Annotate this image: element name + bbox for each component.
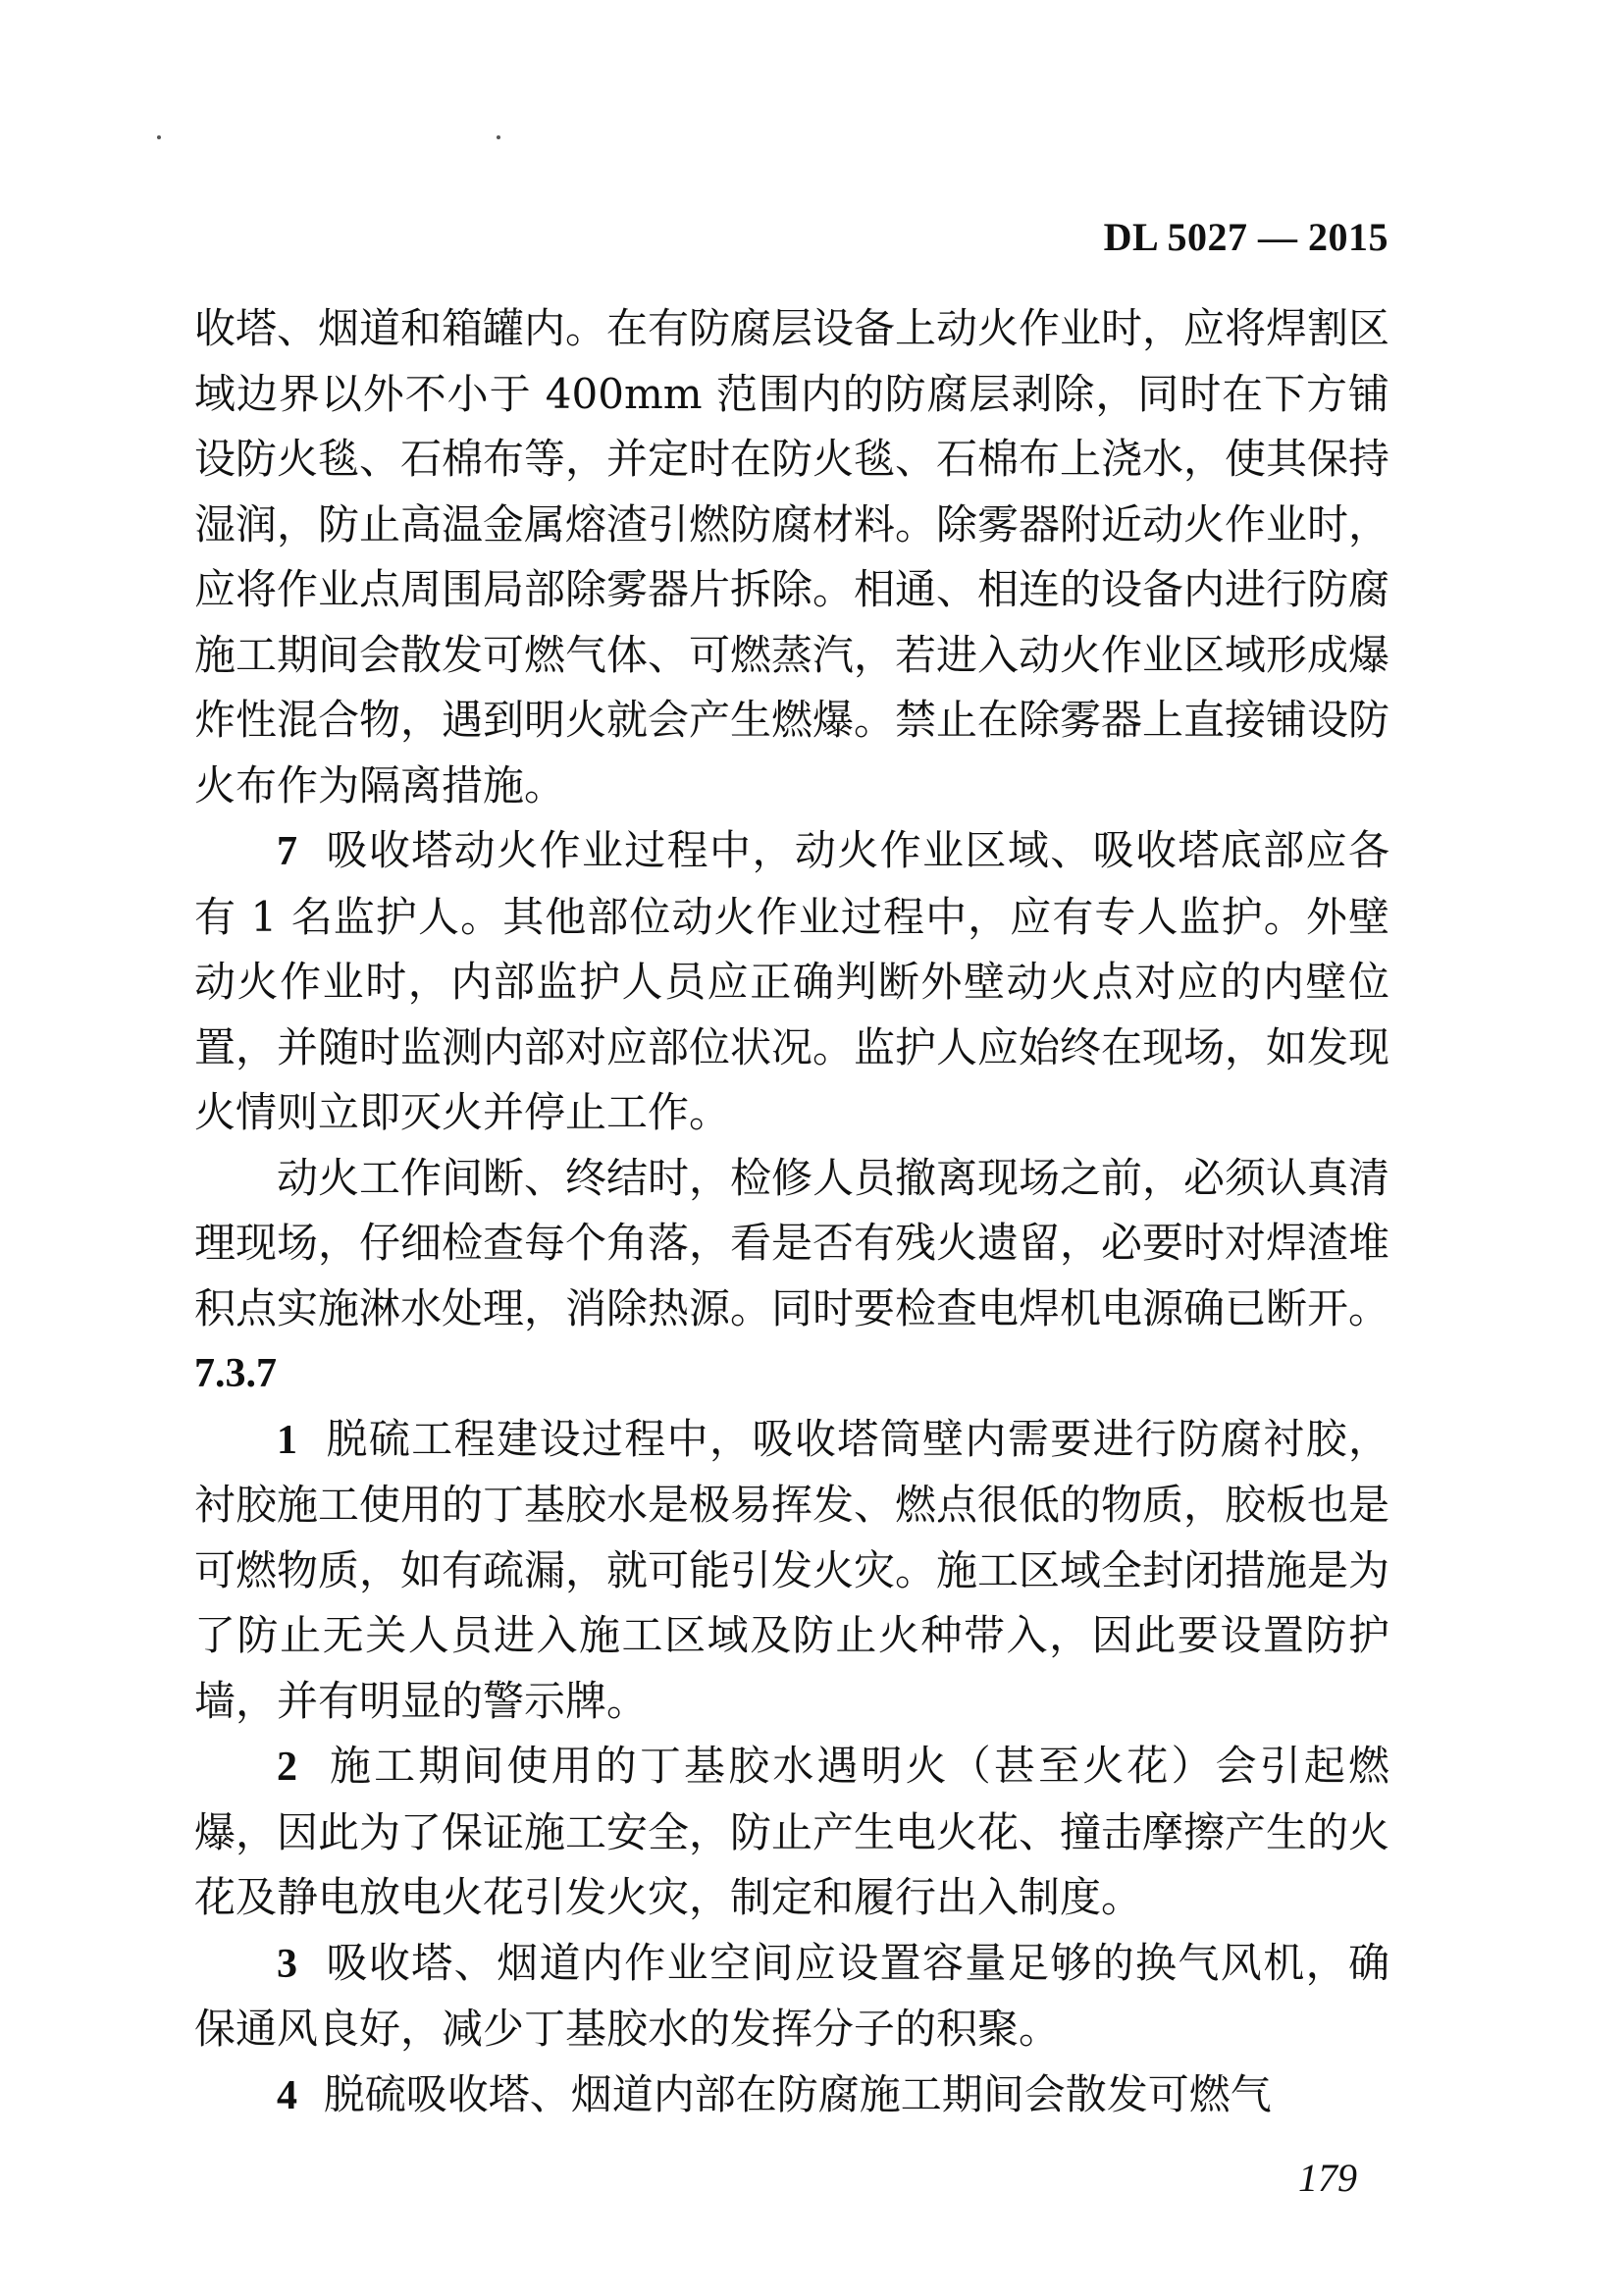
paragraph-item-1 [194,1407,1389,1735]
page-number: 179 [1298,2156,1357,2200]
standard-code: DL 5027 — 2015 [1103,215,1388,259]
item-text: 吸收塔、烟道内作业空间应设置容量足够的换气风机，确保通风良好，减少丁基胶水的发挥分子的积聚。 [194,1938,1389,2053]
paragraph-item-3 [194,1931,1389,2062]
item-text: 吸收塔动火作业过程中，动火作业区域、吸收塔底部应各有 1 名监护人。其他部位动火作业过程中，应有专人监护。外壁动火作业时，内部监护人员应正确判断外壁动火点对应的内壁位置，并随时监测内部对应部位状况。监护人应始终在现场，如发现火情则立即灭火并停止工作。 [194,826,1390,1136]
paragraph-item-7 [194,818,1389,1146]
item-number: 4 [277,2072,297,2118]
item-text: 脱硫吸收塔、烟道内部在防腐施工期间会散发可燃气 [323,2069,1272,2118]
item-text: 施工期间使用的丁基胶水遇明火（甚至火花）会引起燃爆，因此为了保证施工安全，防止产生电火花、撞击摩擦产生的火花及静电放电火花引发火灾，制定和履行出入制度。 [194,1742,1390,1921]
item-number: 2 [277,1745,297,1790]
paragraph-hot-work-end: 动火工作间断、终结时，检修人员撤离现场之前，必须认真清理现场，仔细检查每个角落，看是否有残火遗留，必要时对焊渣堆积点实施淋水处理，消除热源。同时要检查电焊机电源确已断开。 [194,1153,1390,1332]
section-heading: 7.3.7 [194,1351,277,1396]
item-number: 1 [277,1417,297,1463]
scan-speck [157,135,161,139]
item-number: 3 [277,1941,297,1987]
scan-speck [497,135,500,139]
item-text: 脱硫工程建设过程中，吸收塔筒壁内需要进行防腐衬胶，衬胶施工使用的丁基胶水是极易挥发、燃点很低的物质，胶板也是可燃物质，如有疏漏，就可能引发火灾。施工区域全封闭措施是为了防止无关人员进入施工区域及防止火种带入，因此要设置防护墙，并有明显的警示牌。 [194,1414,1390,1725]
item-number: 7 [277,829,297,874]
body-text [194,296,1389,2128]
paragraph-item-4 [194,2062,1389,2129]
paragraph-continuation: 收塔、烟道和箱罐内。在有防腐层设备上动火作业时，应将焊割区域边界以外不小于 400mm 范围内的防腐层剥除，同时在下方铺设防火毯、石棉布等，并定时在防火毯、石棉布上浇水，使其保持湿润，防止高温金属熔渣引燃防腐材料。除雾器附近动火作业时，应将作业点周围局部除雾器片拆除。相通、相连的设备内进行防腐施工期间会散发可燃气体、可燃蒸汽，若进入动火作业区域形成爆炸性混合物，遇到明火就会产生燃爆。禁止在除雾器上直接铺设防火布作为隔离措施。 [194,304,1390,809]
paragraph-item-2 [194,1734,1389,1931]
